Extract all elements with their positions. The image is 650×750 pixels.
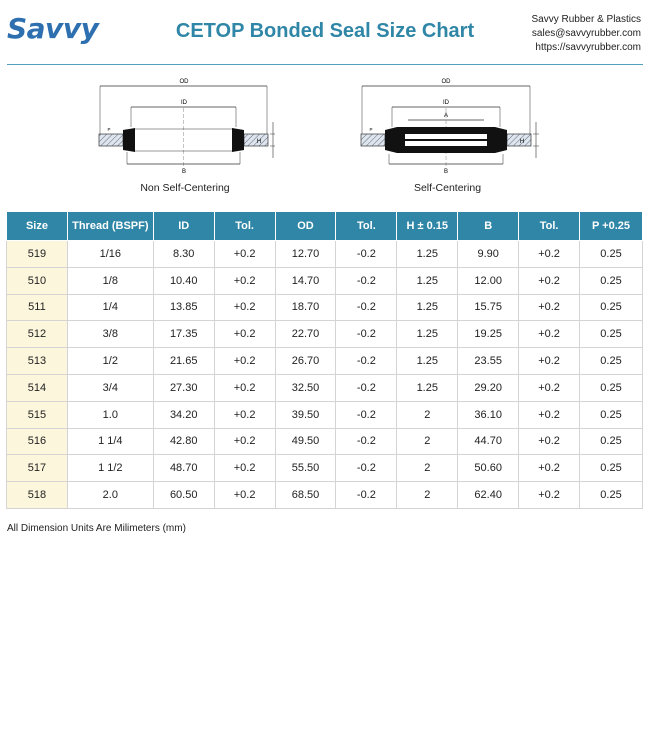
size-cell: 513 xyxy=(7,348,68,375)
table-cell: +0.2 xyxy=(519,428,580,455)
table-cell: +0.2 xyxy=(519,401,580,428)
table-cell: -0.2 xyxy=(336,241,397,268)
table-cell: 0.25 xyxy=(580,374,643,401)
column-header: Tol. xyxy=(214,212,275,241)
table-cell: 13.85 xyxy=(153,294,214,321)
table-header-row xyxy=(7,212,643,241)
table-cell: -0.2 xyxy=(336,374,397,401)
table-cell: +0.2 xyxy=(214,294,275,321)
size-cell: 519 xyxy=(7,241,68,268)
table-cell: 14.70 xyxy=(275,267,336,294)
table-cell: 2 xyxy=(397,428,458,455)
table-cell: 1.25 xyxy=(397,294,458,321)
column-header: B xyxy=(458,212,519,241)
table-cell: 10.40 xyxy=(153,267,214,294)
table-cell: 2.0 xyxy=(67,482,153,509)
table-cell: 50.60 xyxy=(458,455,519,482)
table-cell: 2 xyxy=(397,455,458,482)
table-cell: 0.25 xyxy=(580,348,643,375)
h-label-left: H xyxy=(256,139,262,145)
table-cell: 48.70 xyxy=(153,455,214,482)
b-label-left: B xyxy=(181,169,187,175)
table-cell: 36.10 xyxy=(458,401,519,428)
column-header: Tol. xyxy=(336,212,397,241)
contact-email: sales@savvyrubber.com xyxy=(531,28,641,39)
a-label-right: A xyxy=(443,113,449,119)
size-cell: 517 xyxy=(7,455,68,482)
column-header: H ± 0.15 xyxy=(397,212,458,241)
size-cell: 512 xyxy=(7,321,68,348)
page-title: CETOP Bonded Seal Size Chart xyxy=(175,20,475,42)
table-cell: 0.25 xyxy=(580,294,643,321)
table-cell: +0.2 xyxy=(519,482,580,509)
table-row xyxy=(7,267,643,294)
table-cell: 1.25 xyxy=(397,241,458,268)
table-cell: 1/4 xyxy=(67,294,153,321)
table-cell: 21.65 xyxy=(153,348,214,375)
table-cell: 60.50 xyxy=(153,482,214,509)
table-row xyxy=(7,321,643,348)
table-cell: +0.2 xyxy=(519,321,580,348)
contact-website: https://savvyrubber.com xyxy=(535,42,641,53)
caption-self-centering: Self-Centering xyxy=(413,182,482,194)
table-cell: +0.2 xyxy=(214,241,275,268)
table-cell: 44.70 xyxy=(458,428,519,455)
table-cell: 12.00 xyxy=(458,267,519,294)
table-cell: -0.2 xyxy=(336,482,397,509)
table-cell: -0.2 xyxy=(336,455,397,482)
table-cell: 2 xyxy=(397,482,458,509)
table-row xyxy=(7,428,643,455)
table-cell: +0.2 xyxy=(519,455,580,482)
table-cell: +0.2 xyxy=(214,321,275,348)
p-label-left: P xyxy=(107,127,111,132)
column-header: Tol. xyxy=(519,212,580,241)
table-cell: 15.75 xyxy=(458,294,519,321)
table-cell: 49.50 xyxy=(275,428,336,455)
table-cell: 1 1/4 xyxy=(67,428,153,455)
table-cell: -0.2 xyxy=(336,401,397,428)
table-cell: 39.50 xyxy=(275,401,336,428)
size-cell: 511 xyxy=(7,294,68,321)
h-label-right: H xyxy=(519,139,525,145)
column-header: Size xyxy=(7,212,68,241)
page-header xyxy=(0,0,650,66)
table-row xyxy=(7,374,643,401)
table-cell: 1.25 xyxy=(397,374,458,401)
table-row xyxy=(7,401,643,428)
table-cell: 1/16 xyxy=(67,241,153,268)
table-cell: -0.2 xyxy=(336,348,397,375)
table-cell: +0.2 xyxy=(214,455,275,482)
table-cell: 27.30 xyxy=(153,374,214,401)
table-cell: 3/4 xyxy=(67,374,153,401)
savvy-logo: Savvy xyxy=(7,12,99,45)
diagram-non-self-centering xyxy=(95,72,275,202)
table-cell: -0.2 xyxy=(336,294,397,321)
table-cell: 12.70 xyxy=(275,241,336,268)
table-cell: 1/8 xyxy=(67,267,153,294)
table-cell: +0.2 xyxy=(214,401,275,428)
table-cell: 1/2 xyxy=(67,348,153,375)
size-cell: 518 xyxy=(7,482,68,509)
table-row xyxy=(7,482,643,509)
units-footnote: All Dimension Units Are Milimeters (mm) xyxy=(7,523,186,534)
b-label-right: B xyxy=(443,169,449,175)
table-cell: +0.2 xyxy=(519,241,580,268)
column-header: P +0.25 xyxy=(580,212,643,241)
table-cell: 1.25 xyxy=(397,348,458,375)
size-cell: 515 xyxy=(7,401,68,428)
table-cell: +0.2 xyxy=(519,267,580,294)
table-cell: 1.0 xyxy=(67,401,153,428)
table-row xyxy=(7,455,643,482)
table-cell: 3/8 xyxy=(67,321,153,348)
caption-non-self-centering: Non Self-Centering xyxy=(140,182,230,194)
od-label-left: OD xyxy=(179,79,189,85)
table-cell: 34.20 xyxy=(153,401,214,428)
table-cell: -0.2 xyxy=(336,321,397,348)
table-cell: 8.30 xyxy=(153,241,214,268)
company-name: Savvy Rubber & Plastics xyxy=(531,14,641,25)
table-cell: +0.2 xyxy=(519,294,580,321)
table-cell: +0.2 xyxy=(214,482,275,509)
table-cell: +0.2 xyxy=(214,348,275,375)
table-cell: 22.70 xyxy=(275,321,336,348)
column-header: OD xyxy=(275,212,336,241)
table-row xyxy=(7,294,643,321)
table-cell: 0.25 xyxy=(580,321,643,348)
table-row xyxy=(7,348,643,375)
table-cell: 42.80 xyxy=(153,428,214,455)
table-cell: 62.40 xyxy=(458,482,519,509)
size-cell: 514 xyxy=(7,374,68,401)
table-cell: 1 1/2 xyxy=(67,455,153,482)
table-cell: 0.25 xyxy=(580,428,643,455)
size-cell: 510 xyxy=(7,267,68,294)
table-cell: 68.50 xyxy=(275,482,336,509)
size-cell: 516 xyxy=(7,428,68,455)
contact-info xyxy=(532,13,642,55)
table-cell: 17.35 xyxy=(153,321,214,348)
table-cell: 0.25 xyxy=(580,267,643,294)
table-cell: +0.2 xyxy=(519,348,580,375)
size-chart-table xyxy=(6,211,643,509)
p-label-right: P xyxy=(369,127,373,132)
id-label-right: ID xyxy=(443,100,449,106)
table-row xyxy=(7,241,643,268)
table-cell: 26.70 xyxy=(275,348,336,375)
table-cell: -0.2 xyxy=(336,428,397,455)
column-header: Thread (BSPF) xyxy=(67,212,153,241)
table-cell: 0.25 xyxy=(580,401,643,428)
table-cell: 1.25 xyxy=(397,267,458,294)
table-cell: 18.70 xyxy=(275,294,336,321)
table-cell: +0.2 xyxy=(519,374,580,401)
id-label-left: ID xyxy=(181,100,187,106)
table-body xyxy=(7,241,643,509)
table-cell: +0.2 xyxy=(214,428,275,455)
table-cell: +0.2 xyxy=(214,267,275,294)
table-cell: 0.25 xyxy=(580,241,643,268)
table-cell: 29.20 xyxy=(458,374,519,401)
header-divider xyxy=(7,64,643,65)
diagram-self-centering xyxy=(355,72,540,202)
column-header: ID xyxy=(153,212,214,241)
table-cell: 32.50 xyxy=(275,374,336,401)
table-cell: 0.25 xyxy=(580,482,643,509)
table-cell: 19.25 xyxy=(458,321,519,348)
table-cell: 9.90 xyxy=(458,241,519,268)
table-cell: 2 xyxy=(397,401,458,428)
self-centering-seal-drawing xyxy=(355,72,540,182)
table-cell: 55.50 xyxy=(275,455,336,482)
table-cell: -0.2 xyxy=(336,267,397,294)
table-cell: +0.2 xyxy=(214,374,275,401)
table-cell: 23.55 xyxy=(458,348,519,375)
od-label-right: OD xyxy=(441,79,451,85)
table-cell: 0.25 xyxy=(580,455,643,482)
non-self-centering-seal-drawing xyxy=(95,72,275,182)
table-cell: 1.25 xyxy=(397,321,458,348)
